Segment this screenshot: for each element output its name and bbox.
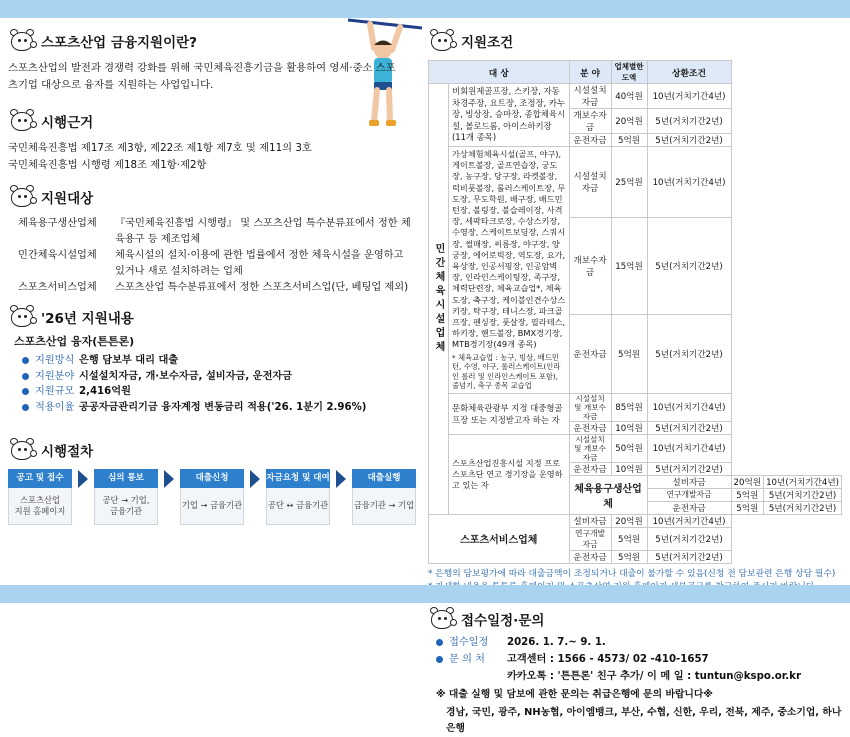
step-text: 공단 ↔ 금융기관 — [267, 500, 329, 511]
step-text: 금융기관 → 기업 — [353, 500, 415, 511]
bullet-icon — [22, 357, 29, 364]
plan-key: 지원규모 — [35, 386, 75, 397]
repay-cell: 5년(거치기간2년) — [647, 218, 731, 315]
equipment-label: 체육용구생산업체 — [569, 475, 647, 514]
amount-cell: 5억원 — [731, 501, 764, 514]
target-value: 스포츠산업 특수분류표에서 정한 스포츠서비스업(단, 베팅업 제외) — [115, 282, 409, 293]
repay-cell: 5년(거치기간2년) — [647, 462, 731, 475]
contact-value: 고객센터 : 1566 - 4573/ 02 -410-1657 — [507, 653, 709, 665]
repay-cell: 5년(거치기간2년) — [647, 527, 731, 550]
table-row — [429, 434, 842, 462]
step-body — [8, 488, 72, 525]
bank-list: 경남, 국민, 광주, NH농협, 아이엠뱅크, 부산, 수협, 신한, 우리, 전북, 제주, 중소기업, 하나은행 — [446, 706, 842, 734]
amount-cell: 25억원 — [611, 147, 647, 218]
contact-value: 카카오톡 : '튼튼론' 친구 추가/ 이 메 일 : tuntun@kspo.or.kr — [507, 670, 801, 682]
table-row — [429, 84, 842, 109]
field-cell: 개보수자금 — [569, 109, 611, 134]
target-title: 지원대상 — [41, 191, 94, 207]
amount-cell: 20억원 — [731, 475, 764, 488]
plan-key: 지원방식 — [35, 355, 75, 366]
contact-key: 문 의 처 — [449, 653, 485, 665]
step-header: 대출실행 — [352, 469, 416, 488]
mascot-icon — [8, 109, 38, 133]
repay-cell: 10년(거치기간4년) — [647, 514, 731, 527]
header-limit: 업체별한도액 — [611, 61, 647, 84]
target-value: 『국민체육진흥법 시행령』 및 스포츠산업 특수분류표에서 정한 체육용구 등 제조업체 — [115, 218, 411, 245]
field-cell: 운전자금 — [569, 462, 611, 475]
arrow-right-icon — [336, 470, 346, 488]
step-body — [94, 488, 158, 525]
field-cell: 시설설치 및 개보수자금 — [569, 393, 611, 421]
repay-cell: 5년(거치기간2년) — [647, 315, 731, 394]
conditions-heading — [428, 28, 842, 54]
table-header-row — [429, 61, 842, 84]
amount-cell: 5억원 — [611, 134, 647, 147]
procedure-heading — [8, 437, 416, 463]
amount-cell: 20억원 — [611, 109, 647, 134]
mascot-icon — [8, 29, 38, 53]
plan-row — [8, 353, 416, 369]
field-cell: 설비자금 — [569, 514, 611, 527]
step-header: 공고 및 접수 — [8, 469, 72, 488]
step-body — [180, 488, 244, 525]
procedure-step — [352, 469, 416, 525]
target-row — [8, 216, 416, 248]
step-text: 지원 홈페이지 — [14, 506, 66, 516]
field-cell: 시설설치 및 개보수자금 — [569, 434, 611, 462]
bank-note: ※ 대출 실행 및 담보에 관한 문의는 취급은행에 문의 바랍니다※ — [436, 688, 713, 700]
top-band — [0, 0, 850, 18]
target-key: 체육용구생산업체 — [18, 218, 97, 229]
plan-key: 적용이율 — [35, 401, 75, 413]
plan-value: 2,416억원 — [79, 386, 131, 397]
left-column — [8, 28, 416, 525]
repay-cell: 5년(거치기간2년) — [647, 134, 731, 147]
repay-cell: 5년(거치기간2년) — [647, 550, 731, 563]
basis-line-2: 국민체육진흥법 시행령 제18조 제1항·제2항 — [8, 159, 207, 171]
header-field: 분 야 — [569, 61, 611, 84]
basis-title: 시행근거 — [41, 115, 94, 131]
field-cell: 개보수자금 — [569, 218, 611, 315]
repay-cell: 10년(거치기간4년) — [647, 393, 731, 421]
header-target: 대 상 — [429, 61, 570, 84]
field-cell: 시설설치자금 — [569, 84, 611, 109]
contact-title: 접수일정·문의 — [461, 612, 545, 629]
bullet-icon — [436, 639, 443, 646]
target-value: 체육시설의 설치·이용에 관한 법률에서 정한 체육시설을 운영하고 있거나 새로 설치하려는 업체 — [115, 250, 404, 277]
field-cell: 운전자금 — [569, 421, 611, 434]
step-body — [266, 488, 330, 525]
step-text: 스포츠산업 — [19, 494, 61, 505]
repay-cell: 5년(거치기간2년) — [647, 421, 731, 434]
repay-cell: 10년(거치기간4년) — [647, 147, 731, 218]
basis-heading — [8, 108, 416, 134]
contact-inquiry — [428, 651, 842, 668]
step-header: 자금요청 및 대여 — [266, 469, 330, 488]
step-text: 공단 → 기업, — [102, 494, 150, 505]
note-line: * 은행의 담보평가에 따라 대출금액이 조정되거나 대출이 불가할 수 있음(신청 전 담보관련 은행 상담 필수) — [428, 568, 836, 579]
step-header: 심의 통보 — [94, 469, 158, 488]
mascot-icon — [428, 29, 458, 53]
procedure-step — [94, 469, 158, 525]
amount-cell: 5억원 — [611, 550, 647, 563]
step-header: 대출신청 — [180, 469, 244, 488]
field-cell: 연구개발자금 — [647, 488, 731, 501]
bottom-band — [0, 585, 850, 603]
bullet-icon — [22, 373, 29, 380]
field-cell: 운전자금 — [647, 501, 731, 514]
target-key: 스포츠서비스업체 — [18, 282, 97, 293]
table-row — [429, 393, 842, 421]
plan-key: 지원분야 — [35, 370, 75, 382]
procedure-step — [266, 469, 330, 525]
intro-heading — [8, 28, 416, 54]
repay-cell: 10년(거치기간4년) — [764, 475, 842, 488]
arrow-right-icon — [78, 470, 88, 488]
repay-cell: 10년(거치기간4년) — [647, 434, 731, 462]
bullet-icon — [22, 388, 29, 395]
amount-cell: 10억원 — [611, 421, 647, 434]
repay-cell: 5년(거치기간2년) — [764, 501, 842, 514]
plan-row — [8, 369, 416, 385]
header-repay: 상환조건 — [647, 61, 731, 84]
step-text: 기업 → 금융기관 — [181, 500, 243, 511]
table-row — [429, 514, 842, 527]
amount-cell: 85억원 — [611, 393, 647, 421]
mascot-icon — [428, 607, 458, 631]
group-desc: 비회원제골프장, 스키장, 자동차경주장, 요트장, 조정장, 카누장, 빙상장, 승마장, 종합체육시설, 볼로드롬, 아이스하키장(11개 종목) — [449, 84, 570, 147]
conditions-title: 지원조건 — [461, 35, 514, 51]
procedure-step — [8, 469, 72, 525]
amount-cell: 5억원 — [731, 488, 764, 501]
repay-cell: 5년(거치기간2년) — [764, 488, 842, 501]
group-desc: 스포츠산업진흥시설 지정 프로스포츠단 연고 경기장을 운영하고 있는 자 — [449, 434, 570, 514]
mascot-icon — [8, 438, 38, 462]
plan-heading — [8, 304, 416, 330]
field-cell: 운전자금 — [569, 315, 611, 394]
contact-period — [428, 634, 842, 651]
intro-title: 스포츠산업 금융지원이란? — [41, 35, 197, 51]
amount-cell: 40억원 — [611, 84, 647, 109]
contact-inquiry-2 — [428, 668, 842, 685]
field-cell: 운전자금 — [569, 550, 611, 563]
amount-cell: 5억원 — [611, 527, 647, 550]
contact-key: 접수일정 — [449, 636, 489, 648]
plan-value: 공공자금관리기금 융자계정 변동금리 적용('26. 1분기 2.96%) — [79, 401, 367, 413]
amount-cell: 50억원 — [611, 434, 647, 462]
target-heading — [8, 184, 416, 210]
plan-value: 은행 담보부 대리 대출 — [79, 355, 179, 366]
plan-title: '26년 지원내용 — [41, 311, 134, 327]
arrow-right-icon — [250, 470, 260, 488]
basis-line-1: 국민체육진흥법 제17조 제3항, 제22조 제1항 제7호 및 제11의 3호 — [8, 142, 312, 154]
plan-subtitle: 스포츠산업 융자(튼튼론) — [14, 335, 135, 348]
field-cell: 시설설치자금 — [569, 147, 611, 218]
procedure-steps — [8, 469, 416, 525]
mascot-icon — [8, 185, 38, 209]
arrow-right-icon — [164, 470, 174, 488]
contact-value: 2026. 1. 7.~ 9. 1. — [507, 636, 606, 648]
procedure-title: 시행절차 — [41, 444, 94, 460]
target-row — [8, 280, 416, 296]
amount-cell: 5억원 — [611, 315, 647, 394]
target-key: 민간체육시설업체 — [18, 250, 97, 261]
group-desc: 문화체육관광부 지정 대중형골프장 또는 지정받고자 하는 자 — [449, 393, 570, 434]
plan-row — [8, 400, 416, 416]
right-column — [428, 28, 842, 737]
intro-text: 스포츠산업의 발전과 경쟁력 강화를 위해 국민체육진흥기금을 활용하여 영세·중소 스포츠기업 대상으로 융자를 지원하는 사업입니다. — [8, 62, 396, 91]
repay-cell: 5년(거치기간2년) — [647, 109, 731, 134]
mascot-icon — [8, 305, 38, 329]
conditions-table — [428, 60, 842, 564]
amount-cell: 20억원 — [611, 514, 647, 527]
group-desc-text: 가상체험체육시설(골프, 야구), 게이트볼장, 골프연습장, 궁도장, 농구장, 당구장, 라켓볼장, 럭비풋볼장, 롤러스케이트장, 무도장, 무도학원, 배구장, 배드민턴장, 볼링장, 볼슬레이장, 사격장, 세팍타크로장, 수상스키장, 수영장, 스케이트보딩장, 스쿼시장, 썰매장, 씨름장, 야구장, 양궁장, 에어로빅장, 역도장, 요가, 육상장, 인공서핑장, 인공암벽장, 인라인스케이팅장, 족구장, 체력단련장, 체육교습업*, 체육도장, 축구장, 케이블인견수상스키장, 탁구장, 테니스장, 파크골프장, 펜싱장, 풋살장, 필라테스, 하키장, 핸드볼장, BMX경기장, MTB경기장(49개 종목) — [452, 149, 566, 350]
field-cell: 설비자금 — [647, 475, 731, 488]
bullet-icon — [436, 656, 443, 663]
procedure-step — [180, 469, 244, 525]
bullet-icon — [22, 404, 29, 411]
service-label: 스포츠서비스업체 — [429, 514, 570, 563]
private-facility-label: 민간체육시설업체 — [429, 84, 449, 515]
step-text: 금융기관 — [109, 506, 143, 516]
field-cell: 연구개발자금 — [569, 527, 611, 550]
contact-heading — [428, 606, 842, 632]
plan-row — [8, 384, 416, 400]
field-cell: 운전자금 — [569, 134, 611, 147]
repay-cell: 10년(거치기간4년) — [647, 84, 731, 109]
group-note: * 체육교습업 : 농구, 빙상, 배드민턴, 수영, 야구, 롤러스케이트(인라인 롤러 및 인라인스케이트 포함), 줄넘기, 축구 종목 교습업 — [452, 352, 561, 391]
amount-cell: 10억원 — [611, 462, 647, 475]
amount-cell: 15억원 — [611, 218, 647, 315]
step-body — [352, 488, 416, 525]
group-desc — [449, 147, 570, 394]
target-row — [8, 248, 416, 280]
plan-value: 시설설치자금, 개·보수자금, 설비자금, 운전자금 — [79, 370, 293, 382]
table-row — [429, 147, 842, 218]
